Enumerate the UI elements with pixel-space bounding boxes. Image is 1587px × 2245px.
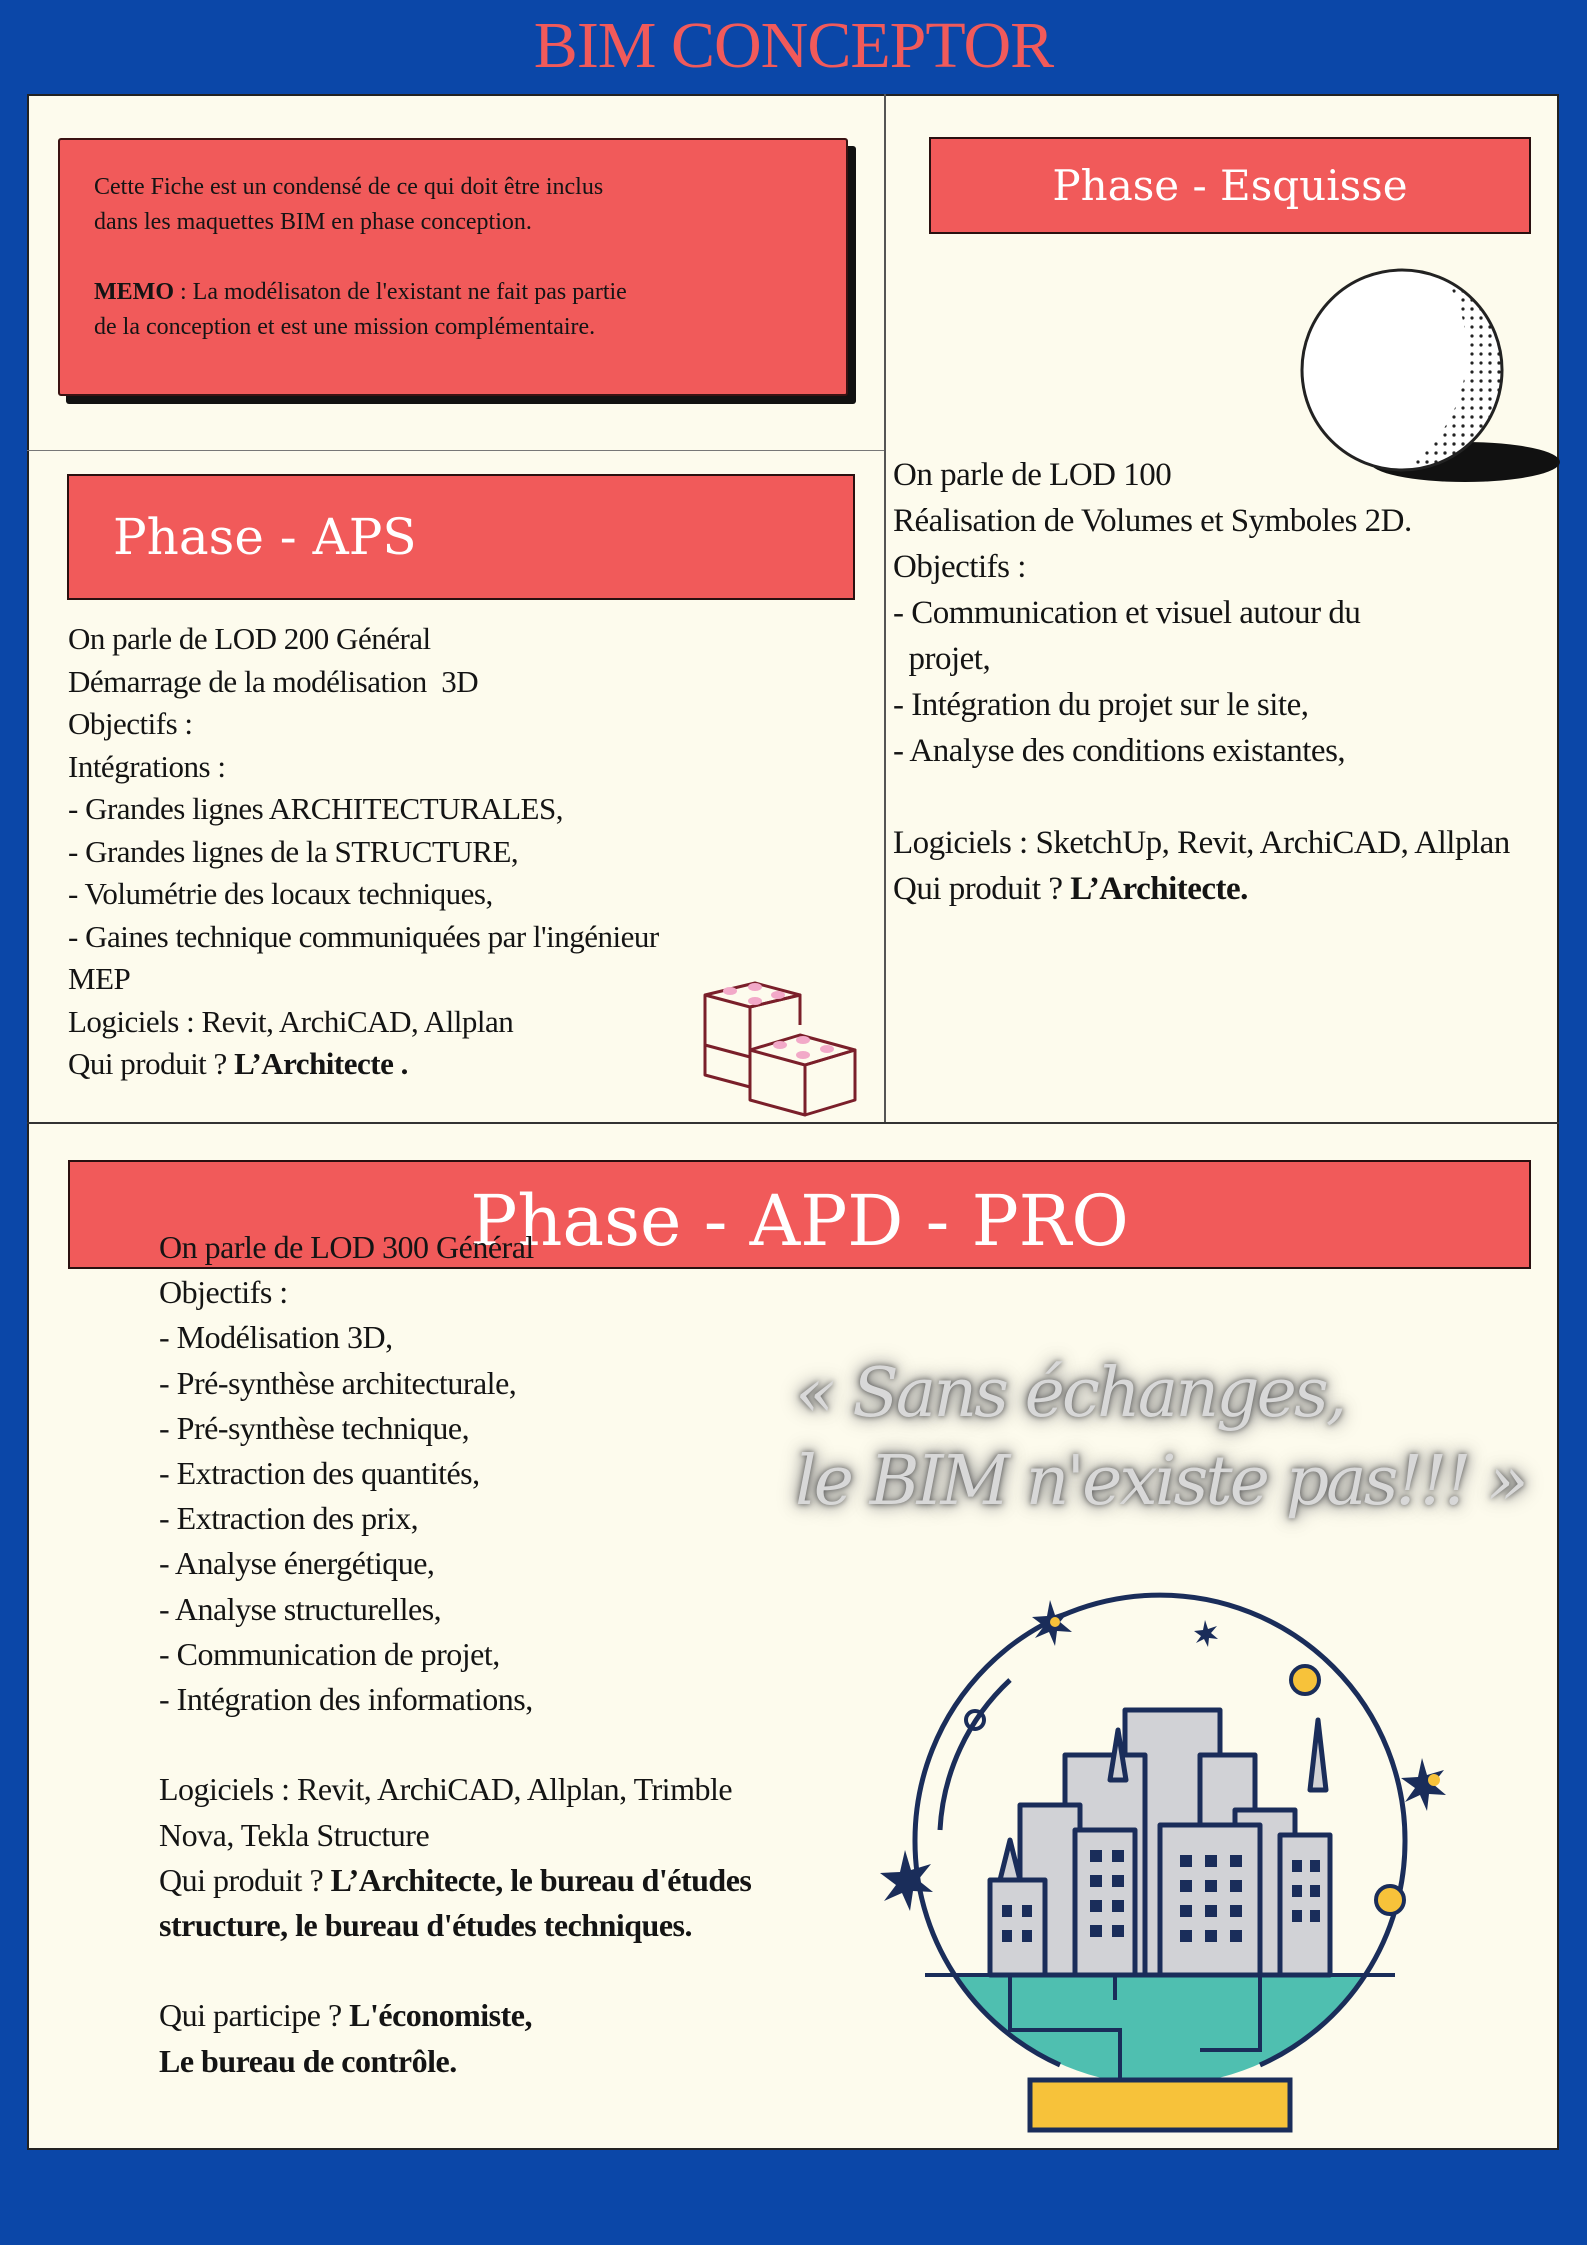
esquisse-line: - Intégration du projet sur le site,	[893, 687, 1309, 723]
apd-line: - Pré-synthèse architecturale,	[159, 1364, 517, 1401]
phase-aps-title: Phase - APS	[67, 474, 855, 600]
aps-description	[68, 618, 659, 1086]
aps-line: MEP	[68, 961, 131, 996]
bim-quote	[795, 1350, 1575, 1526]
memo-line: de la conception et est une mission complémentaire.	[94, 314, 596, 340]
apd-line: Logiciels : Revit, ArchiCAD, Allplan, Trimble	[159, 1771, 733, 1808]
aps-line: Intégrations :	[68, 748, 226, 784]
esquisse-line: On parle de LOD 100	[893, 457, 1172, 493]
memo-box	[58, 138, 848, 396]
apd-producer: structure, le bureau d'études techniques.	[159, 1907, 692, 1944]
column-divider	[884, 94, 886, 1124]
aps-line: Objectifs :	[68, 706, 193, 741]
esquisse-line: Logiciels : SketchUp, Revit, ArchiCAD, Allplan	[893, 825, 1510, 861]
memo-line: dans les maquettes BIM en phase conception.	[94, 209, 532, 235]
esquisse-line: projet,	[893, 641, 991, 677]
esquisse-producer: L’Architecte.	[1070, 871, 1248, 907]
memo-note	[94, 275, 812, 310]
phase-esquisse-title: Phase - Esquisse	[929, 137, 1531, 234]
apd-participant: L'économiste,	[349, 1997, 532, 2034]
apd-description	[159, 1225, 751, 2084]
apd-line: On parle de LOD 300 Général	[159, 1229, 534, 1265]
aps-line: On parle de LOD 200 Général	[68, 621, 431, 656]
apd-participant: Le bureau de contrôle.	[159, 2042, 457, 2079]
apd-line: - Pré-synthèse technique,	[159, 1409, 470, 1446]
apd-line: - Analyse énergétique,	[159, 1545, 435, 1582]
aps-producer-label: Qui produit ?	[68, 1046, 235, 1081]
apd-producer: L’Architecte, le bureau d'études	[330, 1861, 752, 1898]
aps-line: - Grandes lignes ARCHITECTURALES,	[68, 791, 563, 826]
apd-line: Nova, Tekla Structure	[159, 1816, 430, 1853]
aps-line: - Grandes lignes de la STRUCTURE,	[68, 833, 519, 869]
apd-line: - Intégration des informations,	[159, 1681, 533, 1718]
esquisse-line: - Communication et visuel autour du	[893, 595, 1361, 631]
memo-line: Cette Fiche est un condensé de ce qui doit être inclus	[94, 174, 604, 200]
apd-line: - Communication de projet,	[159, 1635, 500, 1672]
apd-line: - Extraction des quantités,	[159, 1455, 480, 1492]
quote-line: le BIM n'existe pas!!! »	[795, 1442, 1526, 1521]
phase-apd-pro-title: Phase - APD - PRO	[68, 1160, 1531, 1269]
esquisse-producer-label: Qui produit ?	[893, 871, 1071, 907]
esquisse-line: Objectifs :	[893, 549, 1026, 585]
quote-line: « Sans échanges,	[795, 1354, 1345, 1433]
apd-participant-label: Qui participe ?	[159, 1997, 350, 2034]
city-snow-globe-icon	[860, 1580, 1460, 2150]
aps-producer: L’Architecte .	[234, 1046, 408, 1081]
memo-label: MEMO	[94, 279, 174, 305]
esquisse-line: Réalisation de Volumes et Symboles 2D.	[893, 503, 1412, 539]
apd-producer-label: Qui produit ?	[159, 1861, 331, 1898]
apd-line: - Analyse structurelles,	[159, 1590, 442, 1627]
aps-line: Logiciels : Revit, ArchiCAD, Allplan	[68, 1003, 514, 1039]
apd-line: Objectifs :	[159, 1274, 288, 1311]
apd-line: - Modélisation 3D,	[159, 1319, 393, 1356]
aps-line: - Gaines technique communiquées par l'ingénieur	[68, 918, 659, 954]
esquisse-line: - Analyse des conditions existantes,	[893, 733, 1346, 769]
aps-line: Démarrage de la modélisation 3D	[68, 663, 479, 699]
apd-line: - Extraction des prix,	[159, 1500, 419, 1537]
esquisse-description	[893, 452, 1510, 912]
memo-line: : La modélisaton de l'existant ne fait pas partie	[173, 279, 627, 305]
aps-line: - Volumétrie des locaux techniques,	[68, 876, 493, 911]
building-blocks-icon	[700, 975, 860, 1125]
section-divider-aps	[27, 450, 884, 451]
page-title: BIM CONCEPTOR	[533, 9, 1054, 82]
